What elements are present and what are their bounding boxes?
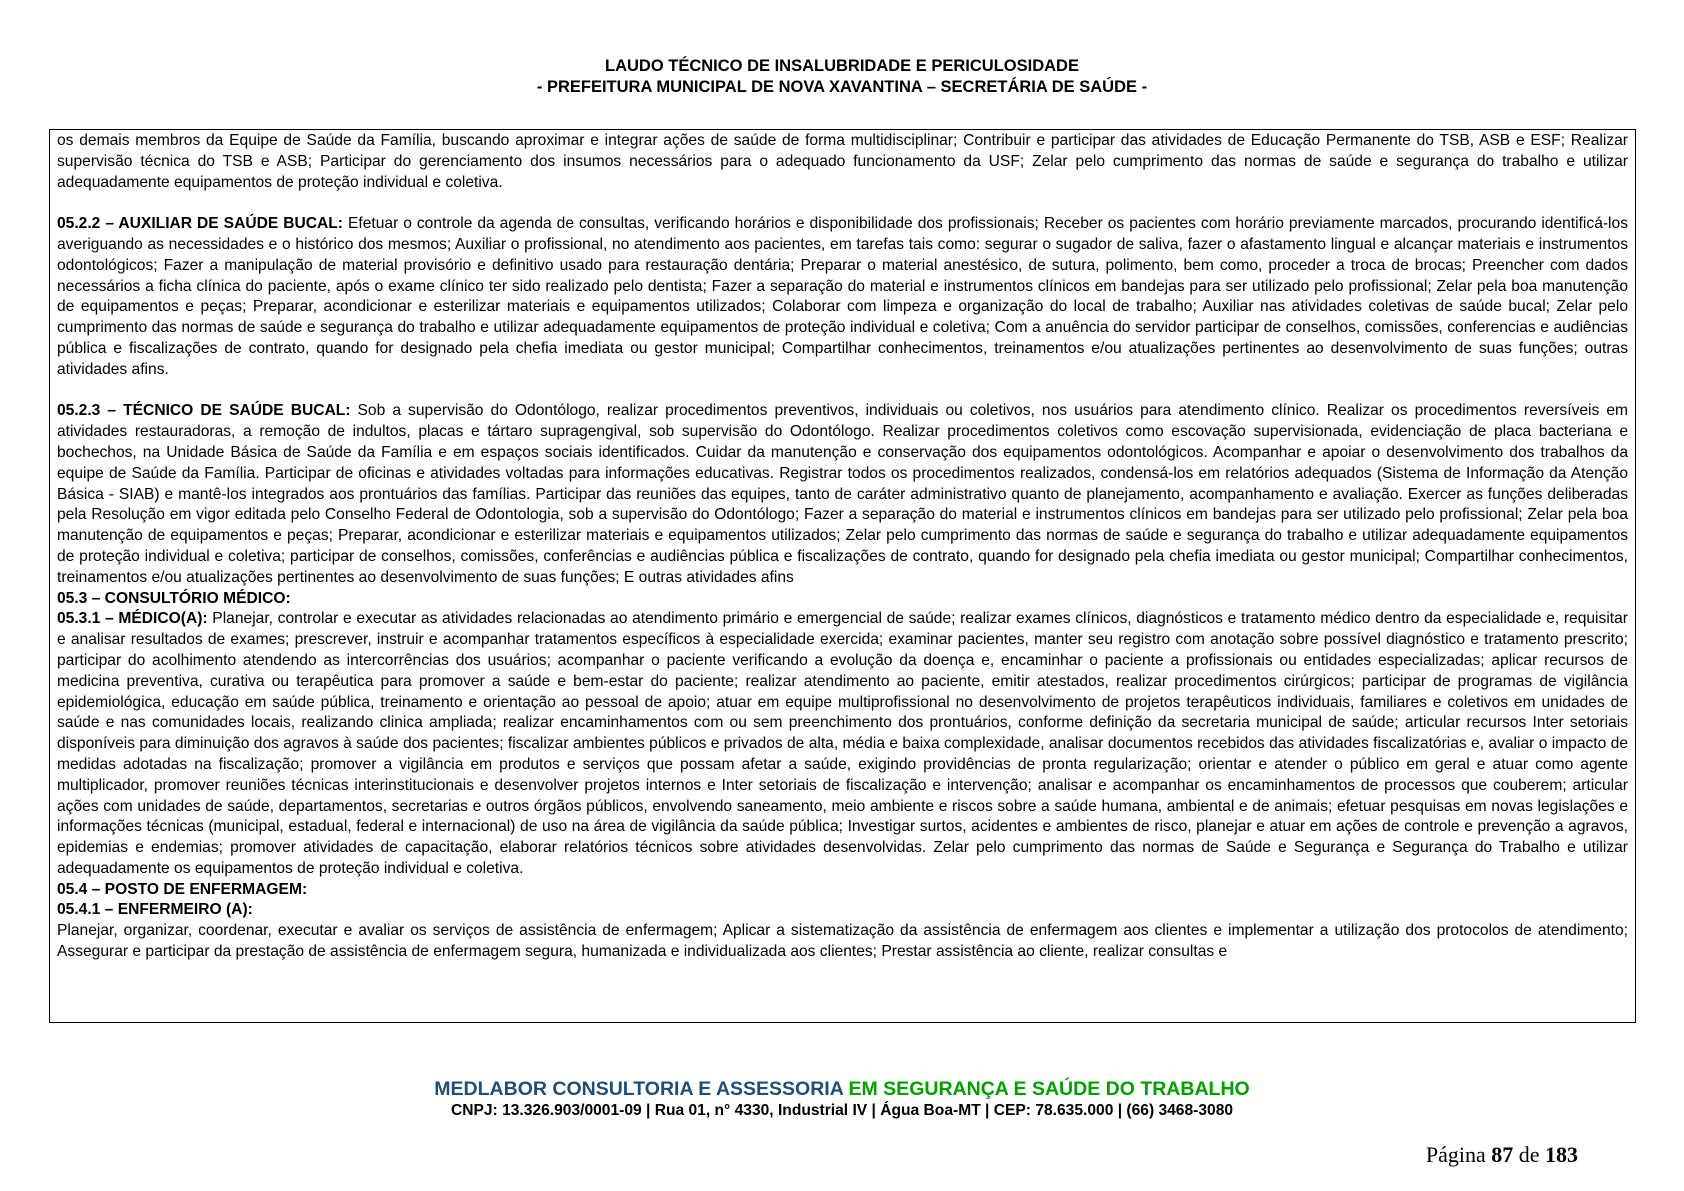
page-of: de bbox=[1513, 1142, 1545, 1167]
section-heading: 05.3.1 – MÉDICO(A): bbox=[57, 610, 208, 628]
section-auxiliar-saude-bucal bbox=[57, 214, 1628, 380]
footer-company bbox=[0, 1077, 1684, 1101]
page-total: 183 bbox=[1545, 1142, 1578, 1167]
content-box bbox=[49, 129, 1636, 1023]
footer-contact: CNPJ: 13.326.903/0001-09 | Rua 01, n° 4330, Industrial IV | Água Boa-MT | CEP: 78.635.000 | (66) 3468-3080 bbox=[450, 1102, 1234, 1119]
section-heading: 05.4 – POSTO DE ENFERMAGEM: bbox=[57, 880, 308, 898]
section-medico bbox=[57, 609, 1628, 879]
section-posto-enfermagem bbox=[57, 880, 1628, 901]
page-number bbox=[1426, 1142, 1578, 1168]
document-header bbox=[0, 56, 1684, 98]
page-label: Página bbox=[1425, 1142, 1492, 1167]
section-enfermeiro-text: Planejar, organizar, coordenar, executar e avaliar os serviços de assistência de enfermagem; Aplicar a sistematização da assistência de enfermagem aos clientes e implementar a utilização dos protocolos de atendimento; Assegurar e participar da prestação de assistência de enfermagem segura, humanizada e individualizada aos clientes; Prestar assistência ao cliente, realizar consultas e bbox=[57, 922, 1628, 961]
page-current: 87 bbox=[1491, 1142, 1514, 1167]
document-subtitle: - PREFEITURA MUNICIPAL DE NOVA XAVANTINA – SECRETÁRIA DE SAÚDE - bbox=[536, 78, 1148, 96]
section-heading: 05.3 – CONSULTÓRIO MÉDICO: bbox=[57, 589, 291, 607]
section-heading: 05.4.1 – ENFERMEIRO (A): bbox=[57, 901, 253, 919]
section-text: Planejar, controlar e executar as atividades relacionadas ao atendimento primário e emergencial de saúde; realizar exames clínicos, diagnósticos e tratamento médico dentro da especialidade e, requisitar e analisar resultados de exames; prescrever, instruir e acompanhar tratamentos específicos à especialidade exercida; examinar pacientes, manter seu registro com anotação sobre possível diagnóstico e tratamento prescrito; participar do acolhimento atendendo as intercorrências dos usuários; acompanhar o paciente verificando a evolução da doença e, encaminhar o paciente a profissionais ou entidades especializadas; aplicar recursos de medicina preventiva, curativa ou terapêutica para promover a saúde e bem-estar do paciente; realizar atendimento ao paciente, emitir atestados, realizar procedimentos cirúrgicos; participar de programas de vigilância epidemiológica, educação em saúde pública, treinamento e orientação ao pessoal de apoio; atuar em equipe multiprofissional no desenvolvimento de projetos terapêuticos individuais, familiares e coletivos em unidades de saúde e nas comunidades locais, realizando clinica ampliada; realizar encaminhamentos com ou sem preenchimento dos prontuários, conforme definição da secretaria municipal de saúde; articular recursos Inter setoriais disponíveis para diminuição dos agravos à saúde dos pacientes; fiscalizar ambientes públicos e privados de alta, média e baixa complexidade, analisar documentos recebidos das atividades fiscalizatórias e, avaliar o impacto de medidas adotadas na fiscalização; promover a vigilância em produtos e serviços que possam afetar a saúde, exigindo providências de pronta regularização; orientar e atender o público em geral e atuar como agente multiplicador, promover reuniões técnicas interinstitucionais e desenvolver projetos internos e Inter setoriais de fiscalização e intervenção; analisar e acompanhar os encaminhamentos de processos que couberem; articular ações com unidades de saúde, departamentos, secretarias e outros órgãos públicos, envolvendo saneamento, meio ambiente e riscos sobre a saúde humana, ambiental e de animais; efetuar pesquisas em novas legislações e informações técnicas (municipal, estadual, federal e internacional) de uso na área de vigilância da saúde pública; Investigar surtos, acidentes e ambientes de risco, planejar e atuar em ações de controle e prevenção a agravos, epidemias e endemias; promover atividades de capacitação, elaborar relatórios técnicos sobre atividades desenvolvidas. Zelar pelo cumprimento das normas de Saúde e Segurança e Segurança do Trabalho e utilizar adequadamente os equipamentos de proteção individual e coletiva. bbox=[57, 610, 1628, 877]
company-tagline: EM SEGURANÇA E SAÚDE DO TRABALHO bbox=[843, 1078, 1250, 1100]
section-consultorio-medico bbox=[57, 589, 1628, 610]
section-heading: 05.2.3 – TÉCNICO DE SAÚDE BUCAL: bbox=[57, 402, 351, 420]
section-tecnico-saude-bucal bbox=[57, 401, 1628, 588]
paragraph-continuation: os demais membros da Equipe de Saúde da Família, buscando aproximar e integrar ações de saúde de forma multidisciplinar; Contribuir e participar das atividades de Educação Permanente do TSB, ASB e ESF; Realizar supervisão técnica do TSB e ASB; Participar do gerenciamento dos insumos necessários para o adequado funcionamento da USF; Zelar pelo cumprimento das normas de saúde e segurança do trabalho e utilizar adequadamente equipamentos de proteção individual e coletiva. bbox=[57, 132, 1628, 191]
section-enfermeiro-heading bbox=[57, 900, 1628, 921]
section-text: Efetuar o controle da agenda de consultas, verificando horários e disponibilidade dos profissionais; Receber os pacientes com horário previamente marcados, procurando identificá-los averiguando as necessidades e o histórico dos mesmos; Auxiliar o profissional, no atendimento aos pacientes, em tarefas tais como: segurar o sugador de saliva, fazer o afastamento lingual e alcançar materiais e instrumentos odontológicos; Fazer a manipulação de material provisório e definitivo usado para restauração dentária; Preparar o material anestésico, de sutura, polimento, bem como, proceder a troca de brocas; Preencher com dados necessários a ficha clínica do paciente, após o exame clínico ter sido realizado pelo dentista; Fazer a separação do material e instrumentos clínicos em bandejas para ser utilizado pelo profissional; Zelar pela boa manutenção de equipamentos e peças; Preparar, acondicionar e esterilizar materiais e equipamentos utilizados; Colaborar com limpeza e organização do local de trabalho; Auxiliar nas atividades coletivas de saúde bucal; Zelar pelo cumprimento das normas de saúde e segurança do trabalho e utilizar adequadamente equipamentos de proteção individual e coletiva; Com a anuência do servidor participar de conselhos, comissões, conferencias e audiências pública e fiscalizações de contrato, quando for designado pela chefia imediata ou gestor municipal; Compartilhar conhecimentos, treinamentos e/ou atualizações pertinentes ao desenvolvimento de suas funções; outras atividades afins. bbox=[57, 215, 1628, 378]
company-name: MEDLABOR CONSULTORIA E ASSESSORIA bbox=[434, 1078, 844, 1100]
section-text: Sob a supervisão do Odontólogo, realizar procedimentos preventivos, individuais ou coletivos, nos usuários para atendimento clínico. Realizar os procedimentos reversíveis em atividades restauradoras, a remoção de indultos, placas e tártaro supragengival, sob supervisão do Odontólogo. Realizar procedimentos coletivos como escovação supervisionada, evidenciação de placa bacteriana e bochechos, na Unidade Básica de Saúde da Família e em espaços sociais identificados. Cuidar da manutenção e conservação dos equipamentos odontológicos. Acompanhar e apoiar o desenvolvimento dos trabalhos da equipe de Saúde da Família. Participar de oficinas e atividades voltadas para informações educativas. Registrar todos os procedimentos realizados, condensá-los em relatórios adequados (Sistema de Informação da Atenção Básica - SIAB) e mantê-los integrados aos prontuários das famílias. Participar das reuniões das equipes, tanto de caráter administrativo quanto de planejamento, acompanhamento e avaliação. Exercer as funções deliberadas pela Resolução em vigor editada pelo Conselho Federal de Odontologia, sob a supervisão do Odontólogo; Fazer a separação do material e instrumentos clínicos em bandejas para ser utilizado pelo profissional; Zelar pela boa manutenção de equipamentos e peças; Preparar, acondicionar e esterilizar materiais e equipamentos utilizados; Zelar pelo cumprimento das normas de saúde e segurança do trabalho e utilizar adequadamente equipamentos de proteção individual e coletiva; participar de conselhos, comissões, conferências e audiências pública e fiscalizações de contrato, quando for designado pela chefia imediata ou gestor municipal; Compartilhar conhecimentos, treinamentos e/ou atualizações pertinentes ao desenvolvimento de suas funções; E outras atividades afins bbox=[57, 402, 1629, 586]
document-title: LAUDO TÉCNICO DE INSALUBRIDADE E PERICULOSIDADE bbox=[605, 57, 1079, 75]
section-heading: 05.2.2 – AUXILIAR DE SAÚDE BUCAL: bbox=[57, 215, 343, 233]
